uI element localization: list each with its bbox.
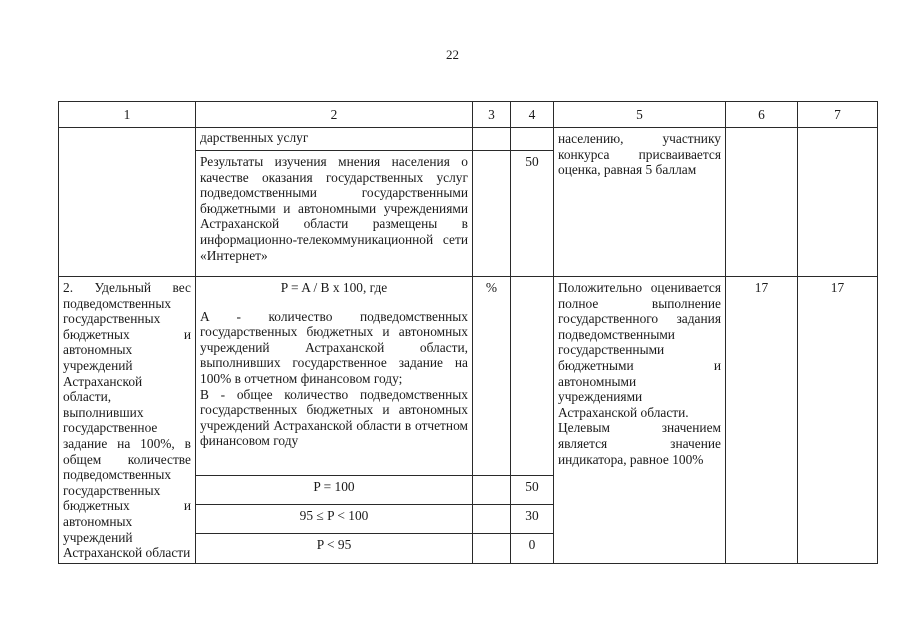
row1-col7-cell <box>798 128 878 277</box>
header-cell-4: 4 <box>511 102 554 128</box>
indicator-2-col6: 17 <box>726 277 798 564</box>
row1-col4-top-cell <box>511 128 554 151</box>
condition-label: P = 100 <box>196 476 473 505</box>
condition-label: P < 95 <box>196 534 473 563</box>
condition-label: 95 ≤ P < 100 <box>196 505 473 534</box>
condition-score: 50 <box>511 476 554 505</box>
header-cell-2: 2 <box>196 102 473 128</box>
condition-score: 30 <box>511 505 554 534</box>
condition-col3 <box>473 505 511 534</box>
header-cell-3: 3 <box>473 102 511 128</box>
condition-col3 <box>473 534 511 563</box>
indicator-2-unit: % <box>473 277 511 476</box>
row1-col3-top-cell <box>473 128 511 151</box>
condition-score: 0 <box>511 534 554 563</box>
row1-col2-bottom-cell: Результаты изучения мнения населения о качестве оказания государственных услуг подведомственными государственными бюджетными и автономными учреждениями Астраханской области размещены в информационно-телекоммуникационной сети «Интернет» <box>196 151 473 277</box>
header-cell-5: 5 <box>554 102 726 128</box>
target-value-text: Целевым значением является значение индикатора, равное 100% <box>558 420 721 467</box>
header-cell-6: 6 <box>726 102 798 128</box>
formula-text: P = A / B x 100, где <box>280 280 388 295</box>
table-row <box>59 277 878 476</box>
row1-col4-score: 50 <box>511 151 554 277</box>
indicator-2-evaluation <box>554 277 726 564</box>
row1-col6-cell <box>726 128 798 277</box>
row1-col5-cell: населению, участнику конкурса присваивается оценка, равная 5 баллам <box>554 128 726 277</box>
evaluation-text: Положительно оценивается полное выполнение государственного задания подведомственными государственными бюджетными и автономными учреждениями Астраханской области. <box>558 280 721 420</box>
table-header-row <box>59 102 878 128</box>
header-cell-1: 1 <box>59 102 196 128</box>
indicator-2-col7: 17 <box>798 277 878 564</box>
table-row <box>59 128 878 151</box>
definition-b: B - общее количество подведомственных государственных бюджетных и автономных учреждений Астраханской области в отчетном финансовом году <box>200 386 468 449</box>
row1-col3-bottom-cell <box>473 151 511 277</box>
indicator-2-formula-cell <box>196 277 473 476</box>
row1-col2-top-cell: дарственных услуг <box>196 128 473 151</box>
indicator-2-name: 2. Удельный вес подведомственных государственных бюджетных и автономных учреждений Астраханской области, выполнивших государственное задание на 100%, в общем количестве подведомственных государственных бюджетных и автономных учреждений Астраханской области <box>59 277 196 564</box>
header-cell-7: 7 <box>798 102 878 128</box>
row1-col1-cell <box>59 128 196 277</box>
condition-col3 <box>473 476 511 505</box>
definition-a: A - количество подведомственных государственных бюджетных и автономных учреждений Астраханской области, выполнивших государственное задание на 100% в отчетном финансовом году; <box>200 308 468 386</box>
indicator-2-col4-empty <box>511 277 554 476</box>
page-number: 22 <box>446 47 459 62</box>
indicator-table <box>58 101 878 564</box>
